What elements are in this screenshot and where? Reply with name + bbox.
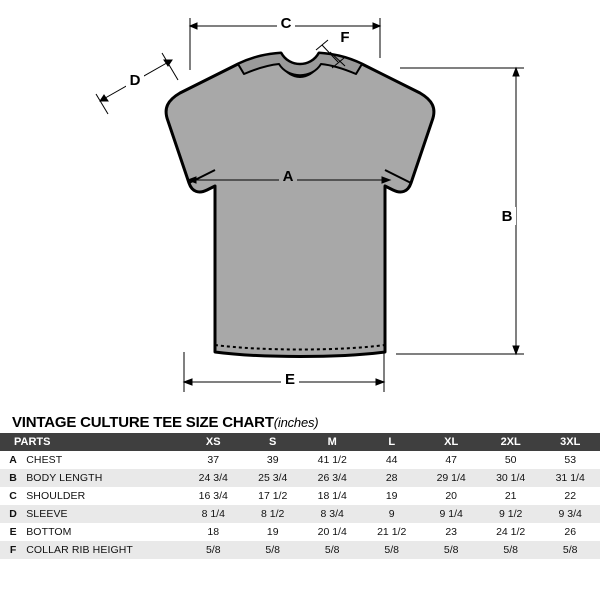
- row-part: SHOULDER: [26, 490, 86, 502]
- row-part: SLEEVE: [26, 508, 68, 520]
- cell-l: 5/8: [384, 544, 399, 556]
- label-f: F: [340, 29, 350, 46]
- size-table: [0, 433, 600, 559]
- row-key: E: [9, 526, 17, 538]
- cell-2xl: 24 1/2: [496, 526, 526, 538]
- row-key: F: [9, 544, 17, 556]
- chart-title: [0, 410, 600, 433]
- row-key: B: [9, 472, 17, 484]
- row-part: COLLAR RIB HEIGHT: [26, 544, 133, 556]
- cell-m: 8 3/4: [320, 508, 344, 520]
- row-key: D: [9, 508, 17, 520]
- header-m: M: [327, 436, 337, 448]
- dim-e-arrow-left: [184, 379, 192, 385]
- cell-l: 28: [385, 472, 398, 484]
- cell-xl: 5/8: [443, 544, 459, 556]
- cell-xl: 29 1/4: [436, 472, 466, 484]
- cell-xl: 9 1/4: [439, 508, 463, 520]
- cell-xl: 23: [445, 526, 458, 538]
- label-d: D: [129, 72, 141, 89]
- chart-title-units: (inches): [273, 415, 319, 430]
- cell-m: 26 3/4: [317, 472, 347, 484]
- cell-3xl: 31 1/4: [555, 472, 585, 484]
- table-row: [0, 487, 600, 505]
- cell-xs: 37: [207, 454, 220, 466]
- chart-title-text: VINTAGE CULTURE TEE SIZE CHART: [12, 414, 274, 431]
- dim-b-arrow-bottom: [513, 346, 519, 354]
- label-c: C: [280, 15, 292, 32]
- tshirt-body-shape: [166, 53, 434, 357]
- cell-3xl: 22: [564, 490, 577, 502]
- dim-c-arrow-right: [373, 23, 380, 29]
- cell-3xl: 5/8: [562, 544, 578, 556]
- size-table-head: [0, 433, 600, 451]
- cell-s: 39: [266, 454, 279, 466]
- cell-s: 8 1/2: [261, 508, 285, 520]
- row-key: C: [9, 490, 17, 502]
- cell-3xl: 9 3/4: [558, 508, 582, 520]
- row-part: CHEST: [26, 454, 63, 466]
- table-row: [0, 541, 600, 559]
- cell-2xl: 30 1/4: [496, 472, 526, 484]
- tshirt-illustration: [166, 53, 434, 357]
- cell-s: 25 3/4: [258, 472, 288, 484]
- cell-l: 19: [385, 490, 398, 502]
- cell-m: 41 1/2: [317, 454, 347, 466]
- dim-d-arrow-1: [100, 95, 108, 101]
- cell-3xl: 26: [564, 526, 577, 538]
- table-row: [0, 451, 600, 469]
- header-xs: XS: [205, 436, 221, 448]
- row-part: BOTTOM: [26, 526, 72, 538]
- size-table-body: [0, 451, 600, 559]
- dim-b-arrow-top: [513, 68, 519, 76]
- cell-xs: 8 1/4: [201, 508, 225, 520]
- header-3xl: 3XL: [560, 436, 581, 448]
- cell-2xl: 50: [504, 454, 517, 466]
- header-l: L: [388, 436, 396, 448]
- label-a: A: [282, 168, 294, 185]
- cell-xs: 5/8: [205, 544, 221, 556]
- header-s: S: [269, 436, 277, 448]
- cell-3xl: 53: [564, 454, 577, 466]
- cell-xs: 18: [207, 526, 220, 538]
- label-b: B: [501, 208, 513, 225]
- header-2xl: 2XL: [500, 436, 521, 448]
- row-part: BODY LENGTH: [26, 472, 103, 484]
- size-chart-section: [0, 410, 600, 559]
- cell-xl: 20: [445, 490, 458, 502]
- row-key: A: [9, 454, 17, 466]
- table-row: [0, 469, 600, 487]
- header-row: [0, 433, 600, 451]
- cell-2xl: 5/8: [503, 544, 518, 556]
- cell-l: 44: [385, 454, 398, 466]
- dim-d-ext-2: [162, 53, 178, 80]
- table-row: [0, 505, 600, 523]
- dim-f-tick-1: [316, 40, 328, 50]
- cell-xs: 16 3/4: [198, 490, 228, 502]
- cell-m: 18 1/4: [317, 490, 347, 502]
- label-e: E: [284, 371, 296, 388]
- header-parts: PARTS: [14, 436, 51, 448]
- dim-c-arrow-left: [190, 23, 197, 29]
- cell-xl: 47: [445, 454, 458, 466]
- dim-e-arrow-right: [376, 379, 384, 385]
- cell-2xl: 9 1/2: [498, 508, 523, 520]
- cell-m: 5/8: [324, 544, 340, 556]
- cell-s: 19: [266, 526, 279, 538]
- cell-m: 20 1/4: [317, 526, 347, 538]
- table-row: [0, 523, 600, 541]
- cell-s: 17 1/2: [258, 490, 288, 502]
- cell-l: 21 1/2: [377, 526, 407, 538]
- cell-xs: 24 3/4: [198, 472, 228, 484]
- cell-2xl: 21: [504, 490, 517, 502]
- cell-l: 9: [388, 508, 395, 520]
- cell-s: 5/8: [265, 544, 281, 556]
- header-xl: XL: [444, 436, 459, 448]
